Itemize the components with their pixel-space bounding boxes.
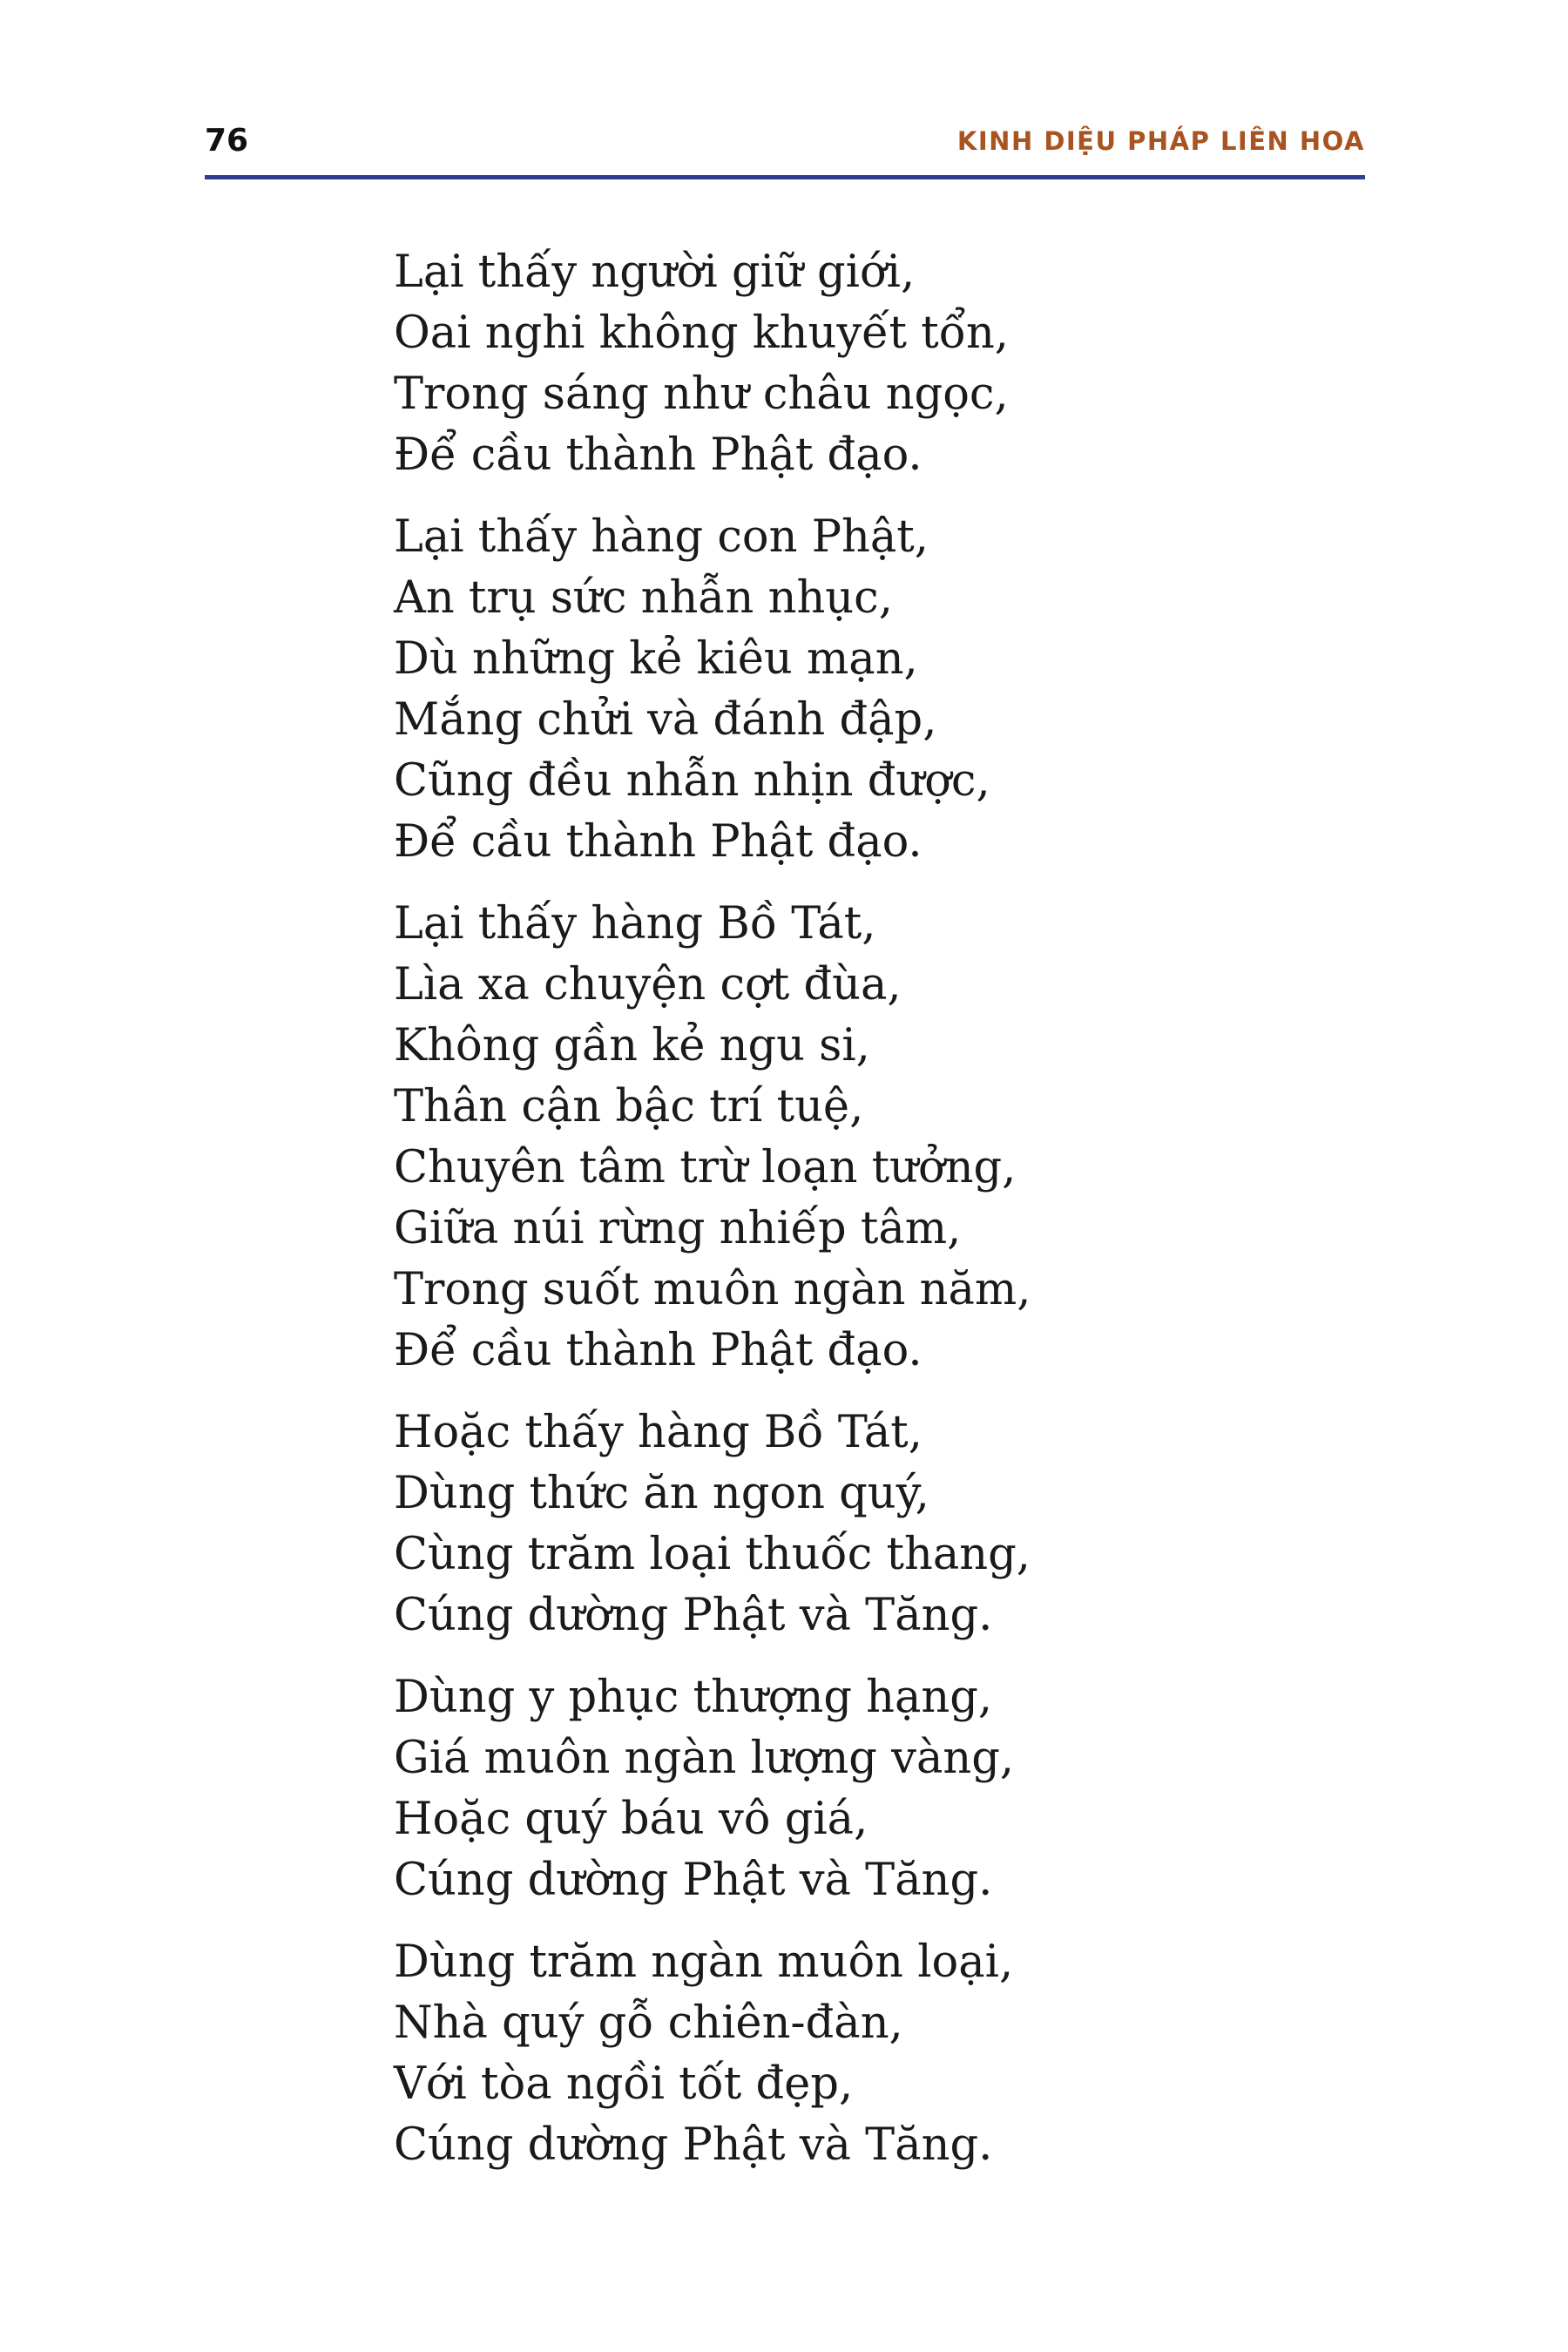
poem-line: Dùng thức ăn ngon quý,: [394, 1468, 929, 1519]
poem: [394, 242, 1396, 2197]
poem-line: Lại thấy hàng con Phật,: [394, 511, 929, 563]
poem-line: Dùng y phục thượng hạng,: [394, 1672, 993, 1723]
poem-line: Cúng dường Phật và Tăng.: [394, 1855, 993, 1906]
stanza-1: [394, 242, 1396, 486]
poem-line: Oai nghi không khuyết tổn,: [394, 308, 1010, 359]
poem-line: Lại thấy hàng Bồ Tát,: [394, 898, 876, 950]
poem-line: Để cầu thành Phật đạo.: [394, 1325, 923, 1376]
poem-line: Để cầu thành Phật đạo.: [394, 429, 923, 481]
poem-line: Trong suốt muôn ngàn năm,: [394, 1264, 1031, 1315]
stanza-3: [394, 894, 1396, 1382]
poem-line: Dùng trăm ngàn muôn loại,: [394, 1936, 1014, 1988]
poem-line: Cùng trăm loại thuốc thang,: [394, 1529, 1031, 1580]
poem-line: Dù những kẻ kiêu mạn,: [394, 633, 918, 685]
poem-line: Thân cận bậc trí tuệ,: [394, 1081, 864, 1132]
poem-line: Nhà quý gỗ chiên-đàn,: [394, 1997, 903, 2049]
poem-line: Lại thấy người giữ giới,: [394, 247, 916, 298]
stanza-6: [394, 1932, 1396, 2176]
page-number: 76: [205, 123, 249, 159]
poem-line: Cúng dường Phật và Tăng.: [394, 1590, 993, 1641]
poem-line: Lìa xa chuyện cợt đùa,: [394, 959, 902, 1010]
poem-line: Cúng dường Phật và Tăng.: [394, 2119, 993, 2171]
poem-line: Chuyên tâm trừ loạn tưởng,: [394, 1142, 1017, 1193]
poem-line: Cũng đều nhẫn nhịn được,: [394, 755, 990, 807]
poem-line: Hoặc quý báu vô giá,: [394, 1794, 868, 1845]
poem-line: An trụ sức nhẫn nhục,: [394, 572, 893, 624]
page-header: [205, 122, 1365, 179]
poem-line: Trong sáng như châu ngọc,: [394, 368, 1009, 420]
stanza-5: [394, 1667, 1396, 1911]
poem-line: Hoặc thấy hàng Bồ Tát,: [394, 1407, 923, 1458]
poem-line: Để cầu thành Phật đạo.: [394, 816, 923, 868]
stanza-2: [394, 507, 1396, 873]
poem-line: Mắng chửi và đánh đập,: [394, 694, 937, 746]
poem-line: Không gần kẻ ngu si,: [394, 1020, 870, 1071]
poem-line: Giữa núi rừng nhiếp tâm,: [394, 1203, 962, 1254]
poem-line: Giá muôn ngàn lượng vàng,: [394, 1733, 1015, 1784]
running-title: KINH DIỆU PHÁP LIÊN HOA: [956, 126, 1365, 156]
poem-line: Với tòa ngồi tốt đẹp,: [394, 2058, 854, 2110]
stanza-4: [394, 1402, 1396, 1646]
